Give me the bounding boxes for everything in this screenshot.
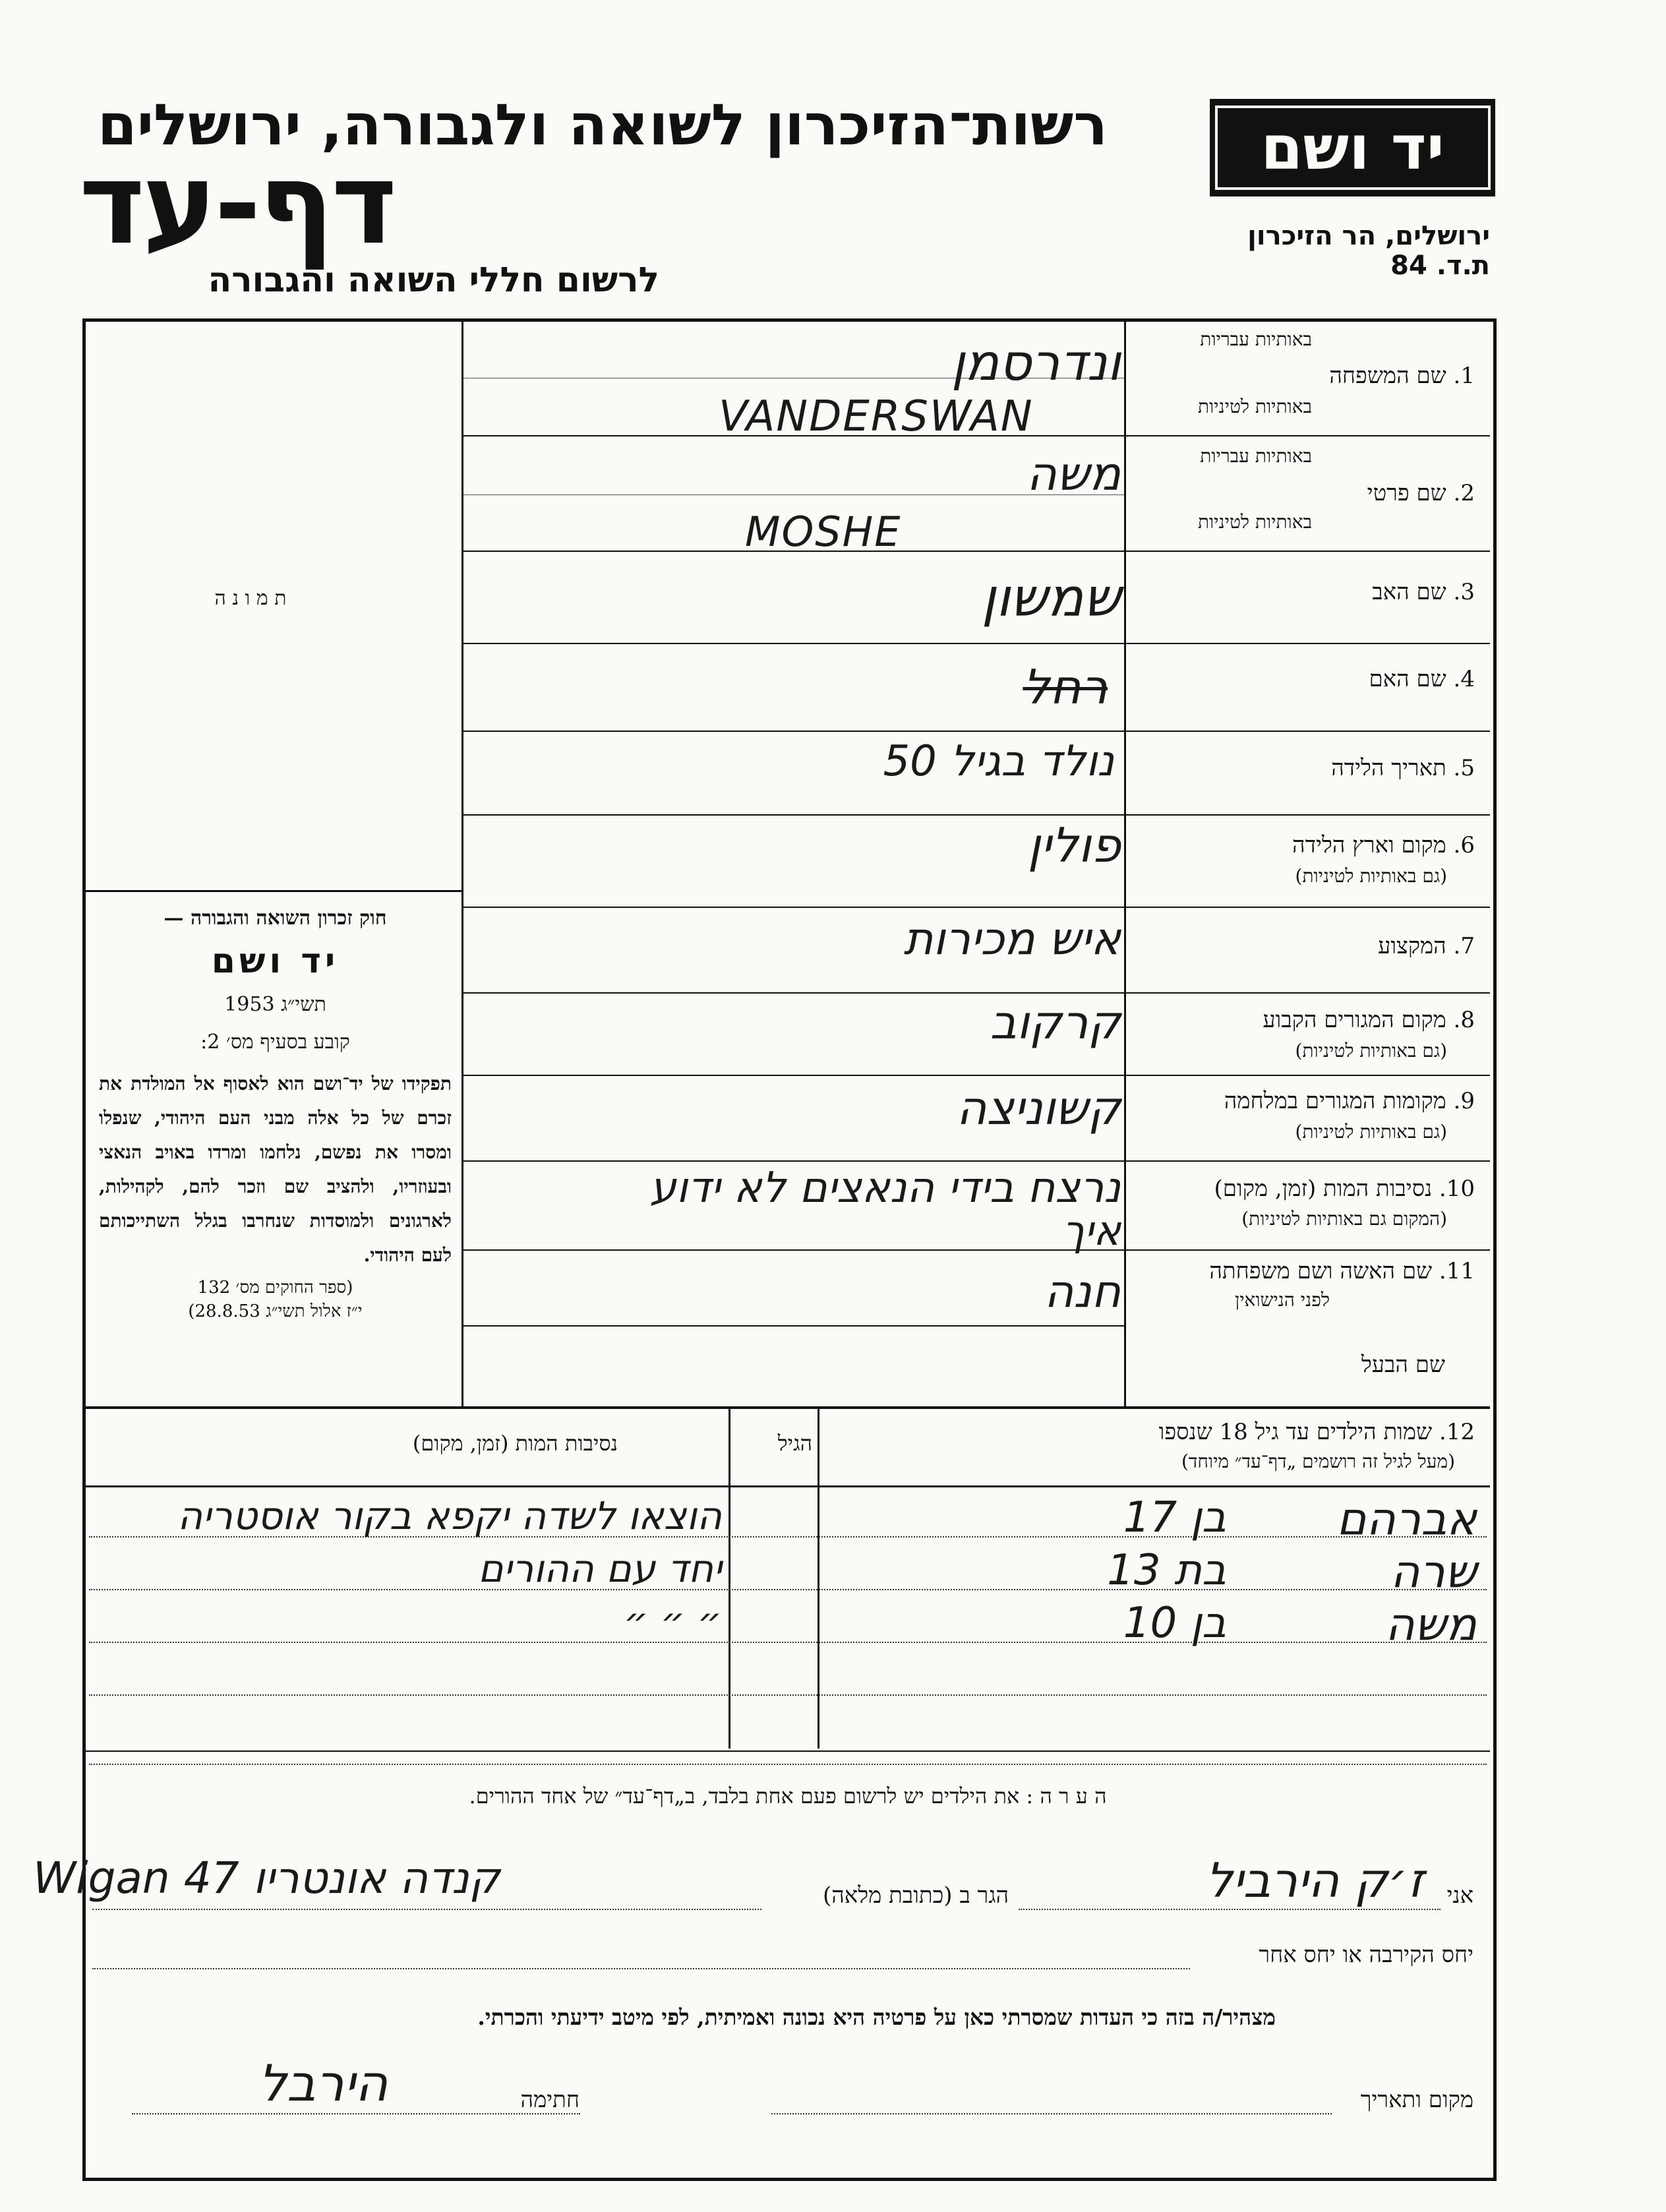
birth-date: נולד בגיל 50 bbox=[883, 737, 1114, 786]
child-relation: בת 13 bbox=[1107, 1546, 1226, 1595]
child-relation: בן 17 bbox=[1123, 1493, 1226, 1542]
authority-title: רשות־הזיכרון לשואה ולגבורה, ירושלים bbox=[97, 92, 1108, 158]
f2-label: 2. שם פרטי bbox=[1367, 480, 1475, 506]
logo-text: יד ושם bbox=[1261, 112, 1444, 183]
surname-latin: VANDERSWAN bbox=[719, 392, 1034, 441]
f10-label: 10. נסיבות המות (זמן, מקום) bbox=[1214, 1176, 1475, 1202]
f9-latin-note: (גם באותיות לטיניות) bbox=[1295, 1121, 1447, 1143]
f5-label: 5. תאריך הלידה bbox=[1331, 755, 1475, 781]
f12-label: 12. שמות הילדים עד גיל 18 שנספו bbox=[1158, 1419, 1475, 1445]
relation-label: יחס הקירבה או יחס אחר bbox=[1259, 1942, 1473, 1968]
f10-latin-note: (המקום גם באותיות לטיניות) bbox=[1241, 1208, 1447, 1230]
declarant-hagar-label: הגר ב (כתובת מלאה) bbox=[822, 1882, 1009, 1909]
mother-name: רחל bbox=[1023, 659, 1108, 715]
child-name: שרה bbox=[1390, 1546, 1477, 1598]
place-date-label: מקום ותאריך bbox=[1360, 2087, 1473, 2113]
father-name: שמשון bbox=[981, 567, 1121, 628]
death-circumstances: נרצח בידי הנאצים לא ידוע bbox=[649, 1164, 1121, 1212]
form-subtitle: לרשום חללי השואה והגבורה bbox=[208, 260, 659, 300]
col-age-header: הגיל bbox=[777, 1431, 812, 1456]
child-death: יחד עם ההורים bbox=[478, 1546, 722, 1591]
declaration-text: מצהיר/ה בזה כי העדות שמסרתי כאן על פרטיה היא נכונה ואמיתית, לפי מיטב ידיעתי והכרתי. bbox=[477, 2004, 1276, 2030]
f11-maiden-note: לפני הנישואין bbox=[1235, 1289, 1330, 1311]
f8-latin-note: (גם באותיות לטיניות) bbox=[1295, 1040, 1447, 1061]
law-line-2: יד ושם bbox=[211, 942, 340, 981]
child-name: אברהם bbox=[1336, 1493, 1477, 1545]
f12-note: (מעל לגיל זה רושמים „דף־עד״ מיוחד) bbox=[1181, 1450, 1455, 1472]
law-line-1: חוק זכרון השואה והגבורה — bbox=[164, 907, 387, 930]
col-death-header: נסיבות המות (זמן, מקום) bbox=[412, 1431, 618, 1456]
first-name-latin: MOSHE bbox=[745, 508, 902, 556]
child-relation: בן 10 bbox=[1123, 1599, 1226, 1648]
f8-label: 8. מקום המגורים הקבוע bbox=[1263, 1007, 1475, 1033]
f1-label: 1. שם המשפחה bbox=[1329, 363, 1475, 389]
f1-hebrew-letters: באותיות עבריות bbox=[1200, 328, 1312, 350]
declarant-ani-label: אני bbox=[1446, 1882, 1473, 1909]
birthplace: פולין bbox=[1027, 818, 1121, 873]
children-note: ה ע ר ה : את הילדים יש לרשום פעם אחת בלבד, ב„דף־עד״ של אחד ההורים. bbox=[469, 1783, 1107, 1808]
f11-husband-label: שם הבעל bbox=[1361, 1352, 1445, 1378]
wife-name: חנה bbox=[1044, 1266, 1121, 1318]
f3-label: 3. שם האב bbox=[1372, 579, 1475, 605]
law-line-4: קובע בסעיף מס׳ 2: bbox=[200, 1031, 350, 1054]
signature: הירבל bbox=[258, 2054, 388, 2112]
form-title: דף-עד bbox=[79, 139, 395, 270]
f6-label: 6. מקום וארץ הלידה bbox=[1292, 832, 1475, 858]
declarant-name: ז׳ק הירביל bbox=[1205, 1853, 1424, 1908]
first-name-hebrew: משה bbox=[1026, 447, 1121, 501]
residence: קרקוב bbox=[990, 996, 1121, 1050]
child-name: משה bbox=[1385, 1599, 1477, 1651]
child-death: הוצאו לשדה יקפא בקור אוסטריה bbox=[177, 1493, 722, 1538]
address-line-2: ת.ד. 84 bbox=[1390, 251, 1490, 281]
f7-label: 7. המקצוע bbox=[1378, 933, 1475, 959]
yad-vashem-logo bbox=[1210, 99, 1495, 196]
f9-label: 9. מקומות המגורים במלחמה bbox=[1224, 1088, 1475, 1114]
photo-label: ת מ ו נ ה bbox=[214, 587, 287, 610]
war-residence: קשוניצה bbox=[956, 1081, 1121, 1135]
profession: איש מכירות bbox=[903, 913, 1121, 965]
declarant-address: קנדה אונטריו 47 Wigan bbox=[33, 1853, 500, 1903]
surname-hebrew: ונדרסמן bbox=[951, 333, 1121, 392]
f2-hebrew-letters: באותיות עבריות bbox=[1200, 445, 1312, 467]
law-body: תפקידו של יד־ושם הוא לאסוף אל המולדת את זכרם של כל אלה מבני העם היהודי, שנפלו ומסרו את נפשם, נלחמו ומרדו באויב הנאצי ובעוזריו, ולהציב שם וזכר להם, לקהילות, לארגונים ולמוסדות שנחרבו בגלל השתייכותם לעם היהודי. bbox=[99, 1073, 452, 1266]
f6-latin-note: (גם באותיות לטיניות) bbox=[1295, 865, 1447, 887]
law-ref-1: (ספר החוקים מס׳ 132 bbox=[197, 1278, 353, 1298]
law-box bbox=[99, 907, 452, 1321]
f4-label: 4. שם האם bbox=[1369, 666, 1475, 692]
f11-label: 11. שם האשה ושם משפחתה bbox=[1209, 1258, 1475, 1284]
f2-latin-letters: באותיות לטיניות bbox=[1197, 511, 1312, 533]
f1-latin-letters: באותיות לטיניות bbox=[1197, 396, 1312, 417]
address-line-1: ירושלים, הר הזיכרון bbox=[1247, 221, 1490, 251]
child-death: ״ ״ ״ bbox=[623, 1599, 722, 1644]
death-circumstances-cont: איך bbox=[1062, 1207, 1121, 1255]
law-ref-2: י״ז אלול תשי״ג 28.8.53) bbox=[188, 1301, 363, 1321]
law-line-3: תשי״ג 1953 bbox=[224, 993, 326, 1016]
signature-label: חתימה bbox=[520, 2087, 580, 2113]
